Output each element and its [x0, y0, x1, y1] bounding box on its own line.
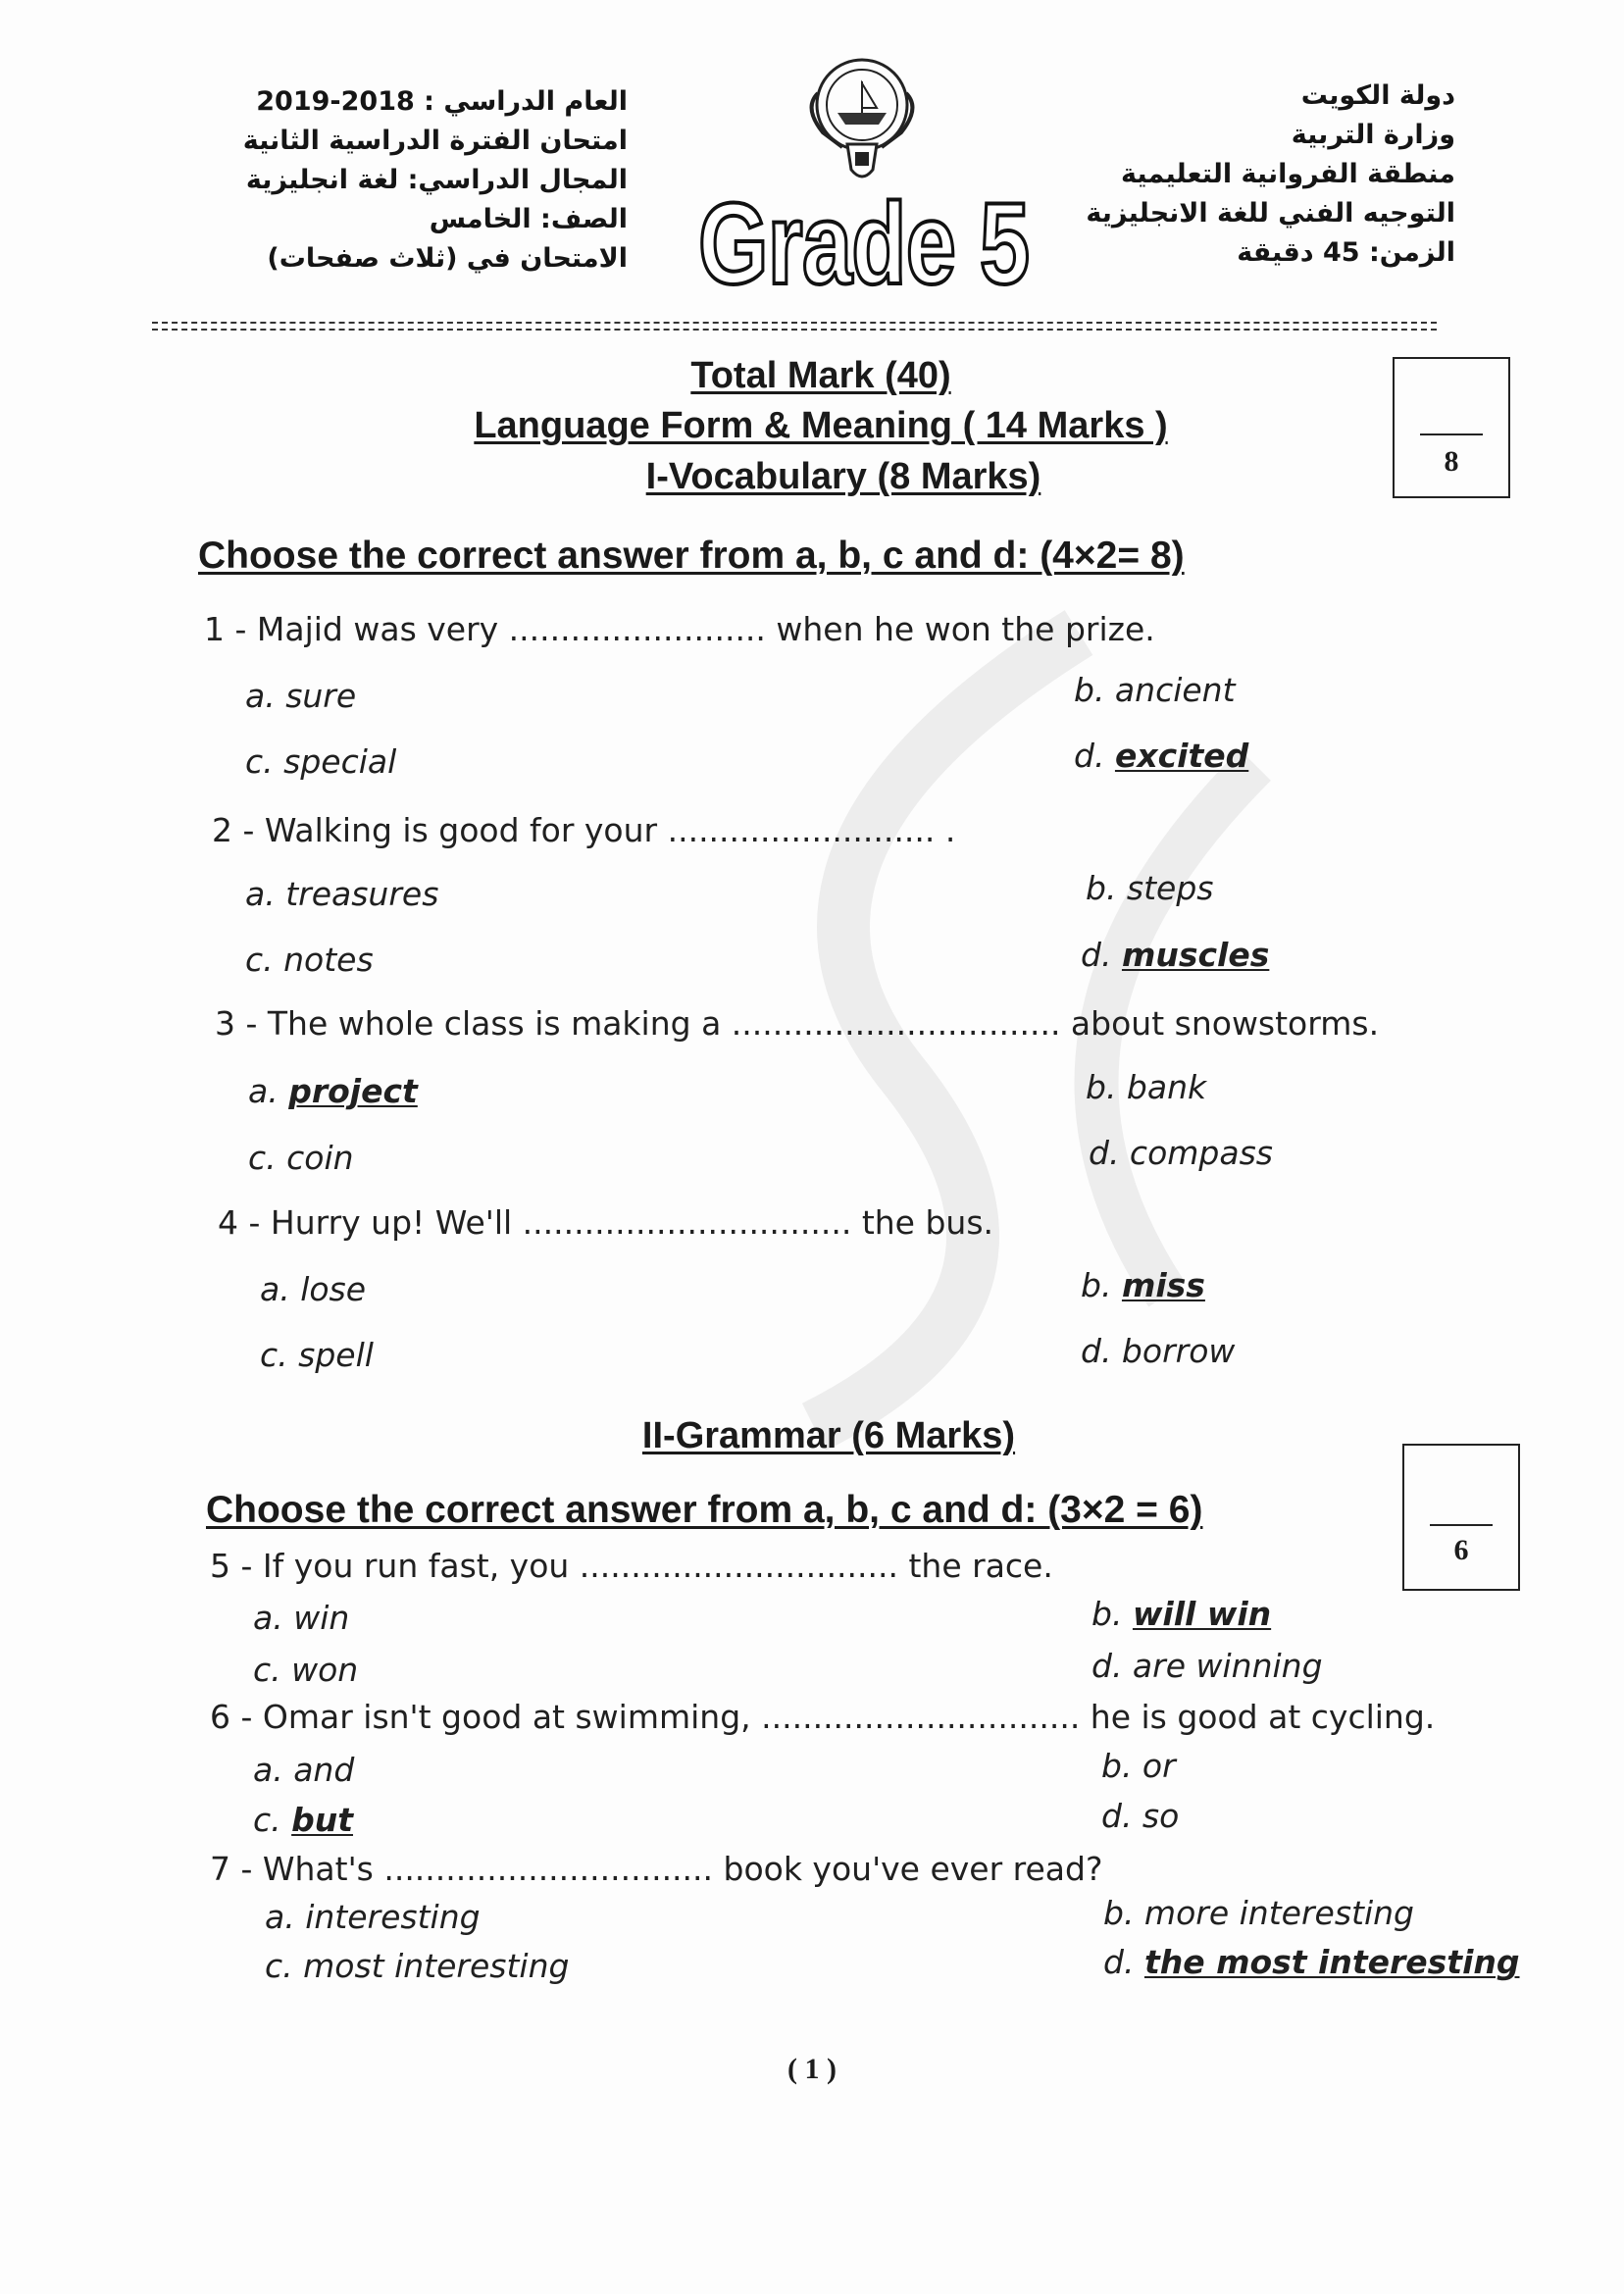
question-2-correct-answer: muscles [1121, 936, 1270, 974]
header-grade-level: الصف: الخامس [429, 204, 628, 234]
section-title: Language Form & Meaning ( 14 Marks ) [474, 405, 1168, 446]
page-number: ( 1 ) [787, 2053, 837, 2085]
question-4-option-c: c. spell [260, 1336, 374, 1374]
question-6-correct-answer: but [291, 1801, 354, 1839]
question-5-option-a: a. win [253, 1599, 350, 1637]
grammar-instructions: Choose the correct answer from a, b, c and d: (3×2 = 6) [206, 1489, 1203, 1531]
question-6-option-b: b. or [1101, 1747, 1176, 1785]
option-letter: d. [1103, 1943, 1144, 1981]
question-5-option-c: c. won [253, 1651, 359, 1689]
question-5-stem: 5 - If you run fast, you ............................... the race. [210, 1547, 1053, 1585]
question-3-correct-answer: project [288, 1072, 418, 1110]
header-academic-year: العام الدراسي : 2018-2019 [256, 86, 628, 117]
question-7-correct-answer: the most interesting [1143, 1943, 1520, 1981]
question-7-option-a: a. interesting [265, 1898, 481, 1936]
header-exam-period: امتحان الفترة الدراسية الثانية [242, 126, 628, 156]
option-letter: b. [1081, 1266, 1122, 1304]
question-3-option-b: b. bank [1086, 1068, 1207, 1106]
question-1-option-b: b. ancient [1074, 671, 1236, 709]
vocabulary-instructions: Choose the correct answer from a, b, c and d: (4×2= 8) [198, 535, 1185, 577]
option-letter: c. [253, 1801, 292, 1839]
vocabulary-title: I-Vocabulary (8 Marks) [645, 456, 1041, 497]
question-6-stem: 6 - Omar isn't good at swimming, ............................... he is good at cycling. [210, 1698, 1436, 1736]
header-country: دولة الكويت [1300, 80, 1455, 111]
vocabulary-mark-total: 8 [1444, 445, 1459, 478]
question-3-option-a [248, 1072, 418, 1110]
question-2-option-a: a. treasures [245, 875, 439, 913]
header-left-block [216, 82, 628, 279]
question-4-option-a: a. lose [260, 1270, 367, 1308]
question-2-option-c: c. notes [245, 941, 374, 979]
question-3-stem: 3 - The whole class is making a ................................ about snowstorms. [215, 1004, 1380, 1043]
question-7-option-c: c. most interesting [265, 1947, 570, 1985]
grammar-title: II-Grammar (6 Marks) [641, 1415, 1016, 1456]
question-2-option-b: b. steps [1086, 869, 1214, 907]
header-time: الزمن: 45 دقيقة [1237, 237, 1455, 268]
question-7-option-d [1103, 1943, 1520, 1981]
total-mark-title: Total Mark (40) [690, 355, 951, 396]
question-4-option-d: d. borrow [1081, 1332, 1236, 1370]
question-4-stem: 4 - Hurry up! We'll ................................ the bus. [218, 1203, 994, 1242]
option-letter: d. [1074, 737, 1115, 775]
kuwait-emblem-icon [798, 54, 926, 186]
question-1-option-a: a. sure [245, 677, 357, 715]
question-3-option-c: c. coin [248, 1139, 354, 1177]
question-1-stem: 1 - Majid was very ......................... when he won the prize. [204, 610, 1155, 648]
mark-box-fraction-line [1430, 1524, 1494, 1526]
question-2-stem: 2 - Walking is good for your .......................... . [212, 811, 956, 849]
header-department: التوجيه الفني للغة الانجليزية [1086, 198, 1455, 229]
header-page-count: الامتحان في (ثلاث صفحات) [267, 243, 628, 274]
option-letter: d. [1081, 936, 1122, 974]
mark-box-fraction-line [1420, 433, 1484, 435]
grammar-mark-total: 6 [1453, 1534, 1469, 1566]
header-ministry: وزارة التربية [1291, 120, 1455, 150]
header-district: منطقة الفروانية التعليمية [1120, 159, 1455, 189]
question-7-stem: 7 - What's ................................ book you've ever read? [210, 1850, 1103, 1888]
question-5-option-d: d. are winning [1091, 1647, 1323, 1685]
question-6-option-d: d. so [1101, 1797, 1180, 1835]
question-2-option-d [1081, 936, 1269, 974]
grade-title: Grade 5 [698, 179, 1030, 309]
header-divider [152, 322, 1437, 331]
option-letter: b. [1091, 1595, 1133, 1633]
question-7-option-b: b. more interesting [1103, 1894, 1414, 1932]
header-subject: المجال الدراسي: لغة انجليزية [245, 165, 628, 195]
question-4-correct-answer: miss [1121, 1266, 1205, 1304]
question-6-option-a: a. and [253, 1751, 355, 1789]
question-1-option-c: c. special [245, 742, 397, 781]
question-4-option-b [1081, 1266, 1205, 1304]
question-5-correct-answer: will win [1132, 1595, 1272, 1633]
question-1-correct-answer: excited [1114, 737, 1249, 775]
question-3-option-d: d. compass [1089, 1134, 1273, 1172]
question-5-option-b [1091, 1595, 1271, 1633]
vocabulary-mark-box [1393, 357, 1510, 498]
question-1-option-d [1074, 737, 1248, 775]
grammar-mark-box [1402, 1444, 1520, 1591]
question-6-option-c [253, 1801, 353, 1839]
option-letter: a. [248, 1072, 289, 1110]
header-right-block [1043, 76, 1455, 273]
